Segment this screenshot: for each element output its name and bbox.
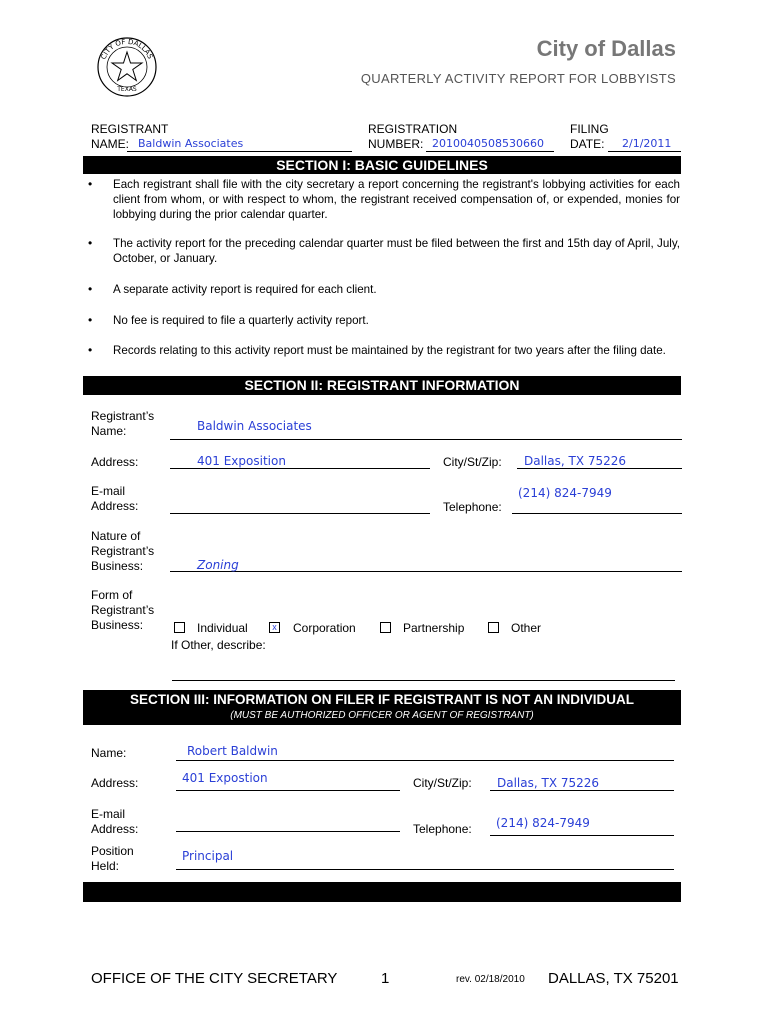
footer-page-number: 1: [381, 970, 390, 987]
option-individual-label: Individual: [197, 621, 248, 635]
email-label: E-mail Address:: [91, 484, 139, 513]
filer-city-label: City/St/Zip:: [413, 776, 472, 790]
registrant-label: REGISTRANT: [91, 122, 169, 136]
guideline-2: The activity report for the preceding calendar quarter must be filed between the first and 15th day of April, July, October, or January.: [113, 237, 680, 265]
svg-text:CITY OF DALLAS: CITY OF DALLAS: [99, 37, 155, 61]
checkbox-partnership[interactable]: [380, 622, 391, 633]
registrant-name-value[interactable]: Baldwin Associates: [138, 137, 244, 150]
checkbox-other[interactable]: [488, 622, 499, 633]
registrant-name-field[interactable]: Baldwin Associates: [197, 419, 312, 433]
footer-office: OFFICE OF THE CITY SECRETARY: [91, 970, 338, 987]
form-label: Form of Registrant’s Business:: [91, 588, 155, 632]
registration-label: REGISTRATION: [368, 122, 458, 136]
section2-title: SECTION II: REGISTRANT INFORMATION: [83, 376, 681, 395]
checkbox-individual[interactable]: [174, 622, 185, 633]
filer-name-label: Name:: [91, 746, 127, 760]
registration-number-value[interactable]: 2010040508530660: [432, 137, 544, 150]
option-corporation-label: Corporation: [293, 621, 356, 635]
registrant-name-label: NAME:: [91, 137, 130, 151]
other-describe-field[interactable]: [172, 680, 675, 681]
bullet-3: •: [88, 282, 93, 296]
position-label: Position Held:: [91, 844, 134, 873]
section3-subtitle: (MUST BE AUTHORIZED OFFICER OR AGENT OF REGISTRANT): [230, 710, 534, 721]
filing-date-label: DATE:: [570, 137, 605, 151]
footer-city: DALLAS, TX 75201: [548, 970, 679, 987]
position-field[interactable]: Principal: [182, 849, 234, 863]
svg-text:TEXAS: TEXAS: [117, 86, 137, 93]
section3-title: SECTION III: INFORMATION ON FILER IF REGISTRANT IS NOT AN INDIVIDUAL: [130, 692, 634, 707]
page-title: City of Dallas: [536, 36, 676, 61]
telephone-field[interactable]: (214) 824-7949: [518, 486, 612, 500]
guideline-4: No fee is required to file a quarterly activity report.: [113, 314, 369, 327]
filer-name-field[interactable]: Robert Baldwin: [187, 744, 278, 758]
guideline-1: Each registrant shall file with the city secretary a report concerning the registrant's lobbying activities for each client from whom, or with respect to whom, the registrant received compensation of, or expended, monies for lobbying during the prior calendar quarter.: [113, 178, 680, 221]
address-label: Address:: [91, 455, 139, 469]
filer-address-label: Address:: [91, 776, 139, 790]
filer-email-label: E-mail Address:: [91, 807, 139, 836]
option-partnership-label: Partnership: [403, 621, 465, 635]
guideline-5: Records relating to this activity report must be maintained by the registrant for two years after the filing date.: [113, 344, 666, 357]
city-label: City/St/Zip:: [443, 455, 502, 469]
page-subtitle: QUARTERLY ACTIVITY REPORT FOR LOBBYISTS: [360, 71, 676, 86]
filing-date-value[interactable]: 2/1/2011: [622, 137, 672, 150]
filer-telephone-field[interactable]: (214) 824-7949: [496, 816, 590, 830]
other-describe-label: If Other, describe:: [171, 638, 266, 652]
city-seal: [96, 36, 158, 98]
bottom-black-bar: [83, 882, 681, 902]
bullet-1: •: [88, 177, 93, 191]
option-other-label: Other: [511, 621, 542, 635]
city-field[interactable]: Dallas, TX 75226: [524, 454, 627, 468]
address-field[interactable]: 401 Exposition: [197, 454, 286, 468]
guideline-3: A separate activity report is required for each client.: [113, 283, 377, 296]
registrant-name-field-label: Registrant’s Name:: [91, 409, 155, 438]
bullet-2: •: [88, 236, 93, 250]
nature-label: Nature of Registrant’s Business:: [91, 529, 155, 573]
nature-field[interactable]: Zoning: [197, 558, 239, 572]
filer-city-field[interactable]: Dallas, TX 75226: [497, 776, 600, 790]
section3-box: [83, 690, 681, 725]
filing-label: FILING: [570, 122, 609, 136]
filer-address-field[interactable]: 401 Expostion: [182, 771, 268, 785]
registration-number-label: NUMBER:: [368, 137, 424, 151]
section1-title: SECTION I: BASIC GUIDELINES: [83, 156, 681, 174]
bullet-5: •: [88, 343, 93, 357]
telephone-label: Telephone:: [443, 500, 502, 514]
footer-revision: rev. 02/18/2010: [456, 974, 525, 985]
filer-telephone-label: Telephone:: [413, 822, 472, 836]
bullet-4: •: [88, 313, 93, 327]
checkbox-corporation[interactable]: x: [269, 622, 280, 633]
